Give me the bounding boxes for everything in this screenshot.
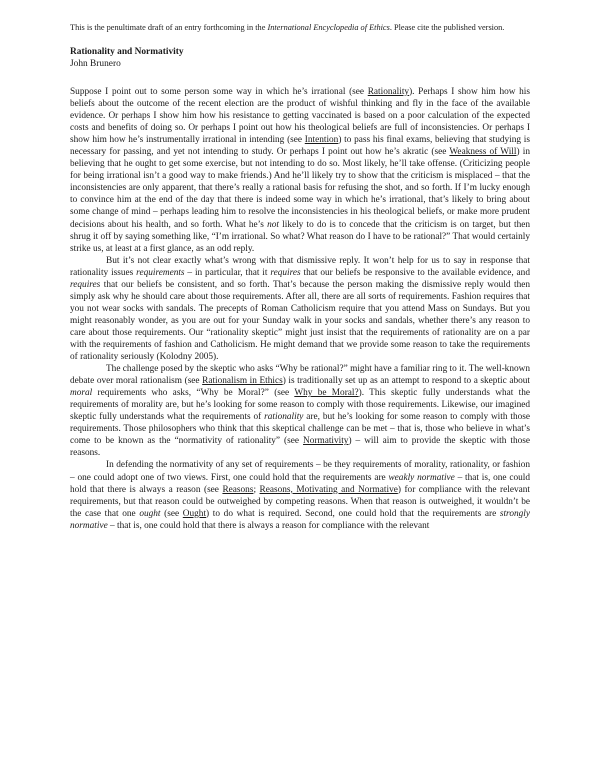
cross-reference-link[interactable]: Reasons, Motivating and Normative	[259, 484, 398, 495]
emphasis: moral	[70, 388, 93, 399]
text-run: – that is, one could hold that there is always a reason (see	[70, 472, 530, 495]
text-run: ). This skeptic fully understands what the requirements of morality are, but he’s looking for some reason to comply with those requirements. Likewise, our imagined skeptic fully understands what the requirements of	[70, 388, 530, 423]
text-run: are, but he’s looking for some reason to comply with those requirements. Those philosophers who think that this skeptical challenge can be met – that is, those who believe in what’s come to be known as the “normativity of rationality” (see	[70, 412, 530, 447]
cross-reference-link[interactable]: Rationality	[367, 87, 410, 97]
text-run: But it’s not clear exactly what’s wrong with that dismissive reply. It won’t help for us to say in response that rationality issues	[70, 255, 530, 278]
text-run: ) to do what is required. Second, one could hold that the requirements are	[206, 508, 500, 519]
text-run: – that is, one could hold that there is always a reason for compliance with the relevant	[107, 520, 430, 531]
text-run: The challenge posed by the skeptic who asks “Why be rational?” might have a familiar ring to it. The well-known debate over moral rationalism (see	[70, 364, 530, 387]
text-run: requirements who asks, “Why be Moral?” (see	[92, 388, 295, 399]
text-run: ). Perhaps I show him how his beliefs about the outcome of the recent election are the product of wishful thinking and fly in the face of the available evidence. Or perhaps I show him how his resistance to getting vaccinated is based on a poor calculation of the expected costs and benefits of doing so. Or perhaps I point out how his theological beliefs are full of inconsistencies. Or perhaps I show him how he’s instrumentally irrational in intending (see	[70, 87, 530, 146]
emphasis: requires	[70, 279, 101, 290]
emphasis: weakly normative	[388, 472, 455, 483]
text-run: (see	[160, 508, 183, 519]
text-run: ) – will aim to provide the skeptic with those reasons.	[70, 436, 531, 459]
text-run: ) in believing that he ought to get some exercise, but not intending to do so. Most likely, he’ll take offense. (Criticizing people for being irrational isn’t a good way to make friends.) And he’ll likely try to show that the criticism is misplaced – that the inconsistencies are only apparent, that there’s really a rational basis for refusing the shot, and so forth. If I’m lucky enough to convince him at the end of the day that there is indeed some way in which he’s irrational, that’s likely to bring about some change of mind – perhaps leading him to resolve the inconsistencies in his theological beliefs, or make more prudent decisions about his health, and so forth. What he’s	[70, 147, 530, 230]
text-run: ) is traditionally set up as an attempt to respond to a skeptic about	[282, 376, 530, 387]
cross-reference-link[interactable]: Weakness of Will	[449, 147, 517, 158]
emphasis: ought	[139, 508, 161, 519]
paragraph-3	[70, 363, 530, 459]
cross-reference-link[interactable]: Intention	[304, 135, 339, 146]
note-text: . Please cite the published version.	[389, 23, 505, 32]
draft-note	[70, 22, 530, 33]
cross-reference-link[interactable]: Reasons	[222, 484, 254, 495]
emphasis: not	[267, 219, 279, 230]
emphasis: rationality	[264, 412, 304, 423]
article-title: Rationality and Normativity	[70, 47, 184, 57]
cross-reference-link[interactable]: Rationalism in Ethics	[202, 376, 283, 387]
text-run: that our beliefs be responsive to the available evidence, and	[300, 267, 530, 278]
text-run: that our beliefs be consistent, and so forth. That’s because the person making the dismissive reply would then simply ask why he should care about those requirements. After all, there are all sorts of requirements. Fashion requires that you not wear socks with sandals. The precepts of Roman Catholicism require that you attend Mass on Sundays. But you might reasonably wonder, as you are out for your Sunday walk in your socks and sandals, whether there’s any reason to care about those requirements. Our “rationality skeptic” might just insist that the requirements of rationality are on a par with the requirements of fashion and Catholicism. He might demand that we provide some reason to take the requirements of rationality seriously (Kolodny 2005).	[70, 279, 530, 363]
text-run: ) to pass his final exams, believing that studying is necessary for passing, and yet not intending to study. Or perhaps I point out how he’s akratic (see	[70, 135, 530, 158]
cross-reference-link[interactable]: Normativity	[303, 436, 349, 447]
cross-reference-link[interactable]: Ought	[182, 508, 207, 519]
emphasis: requirements	[136, 267, 185, 278]
cross-reference-link[interactable]: Why be Moral?	[294, 388, 359, 399]
paragraph-4	[70, 459, 530, 531]
paragraph-1	[70, 86, 530, 255]
text-run: ;	[253, 484, 260, 495]
emphasis: strongly normative	[70, 508, 530, 531]
journal-title: International Encyclopedia of Ethics	[267, 23, 390, 32]
text-run: – in particular, that it	[184, 267, 271, 278]
text-run: likely to do is to concede that the criticism is on target, but then shrug it off by saying something like, “I’m irrational. So what? What reason do I have to be rational?” That would certainly strike us, at least at a first glance, as an odd reply.	[70, 219, 531, 254]
author-name: John Brunero	[70, 59, 121, 69]
text-run: In defending the normativity of any set of requirements – be they requirements of morality, rationality, or fashion – one could adopt one of two views. First, one could hold that the requirements are	[70, 460, 530, 483]
text-run: ) for compliance with the relevant requirements, but that reason could be outweighed by competing reasons. When that reason is outweighed, it wouldn’t be the case that one	[70, 484, 530, 519]
text-run: Suppose I point out to some person some way in which he’s irrational (see	[70, 87, 368, 97]
note-text: This is the penultimate draft of an entry forthcoming in the	[70, 23, 268, 32]
paragraph-2	[70, 255, 530, 363]
emphasis: requires	[270, 267, 301, 278]
